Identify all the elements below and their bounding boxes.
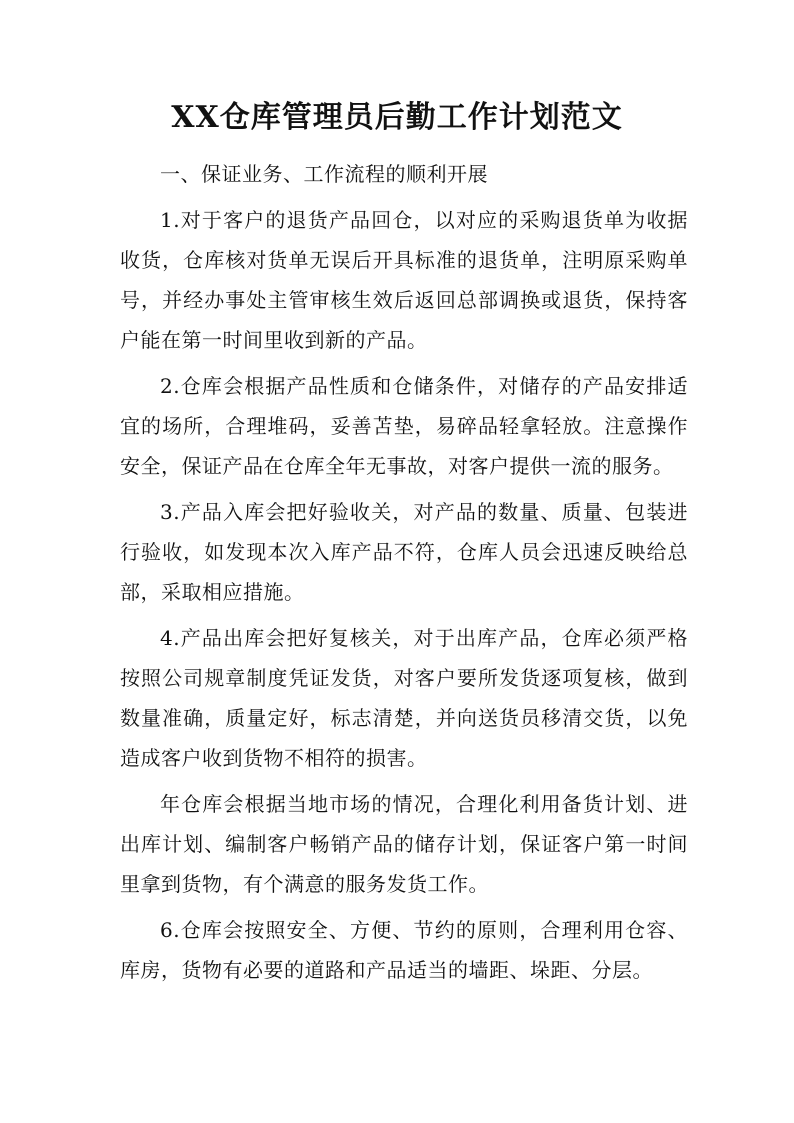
paragraph-item-2: 2.仓库会根据产品性质和仓储条件，对储存的产品安排适宜的场所，合理堆码，妥善苫垫，易碎品轻拿轻放。注意操作安全，保证产品在仓库全年无事故，对客户提供一流的服务。 — [120, 374, 688, 478]
document-title: XX仓库管理员后勤工作计划范文 — [171, 100, 623, 135]
document-body — [120, 154, 688, 990]
paragraph-item-6: 6.仓库会按照安全、方便、节约的原则，合理利用仓容、库房，货物有必要的道路和产品适当的墙距、垛距、分层。 — [120, 918, 688, 982]
section-heading: 一、保证业务、工作流程的顺利开展 — [160, 162, 488, 186]
paragraph-item-4: 4.产品出库会把好复核关，对于出库产品，仓库必须严格按照公司规章制度凭证发货，对客户要所发货逐项复核，做到数量准确，质量定好，标志清楚，并向送货员移清交货，以免造成客户收到货物不相符的损害。 — [120, 626, 688, 770]
paragraph-item-3: 3.产品入库会把好验收关，对产品的数量、质量、包装进行验收，如发现本次入库产品不符，仓库人员会迅速反映给总部，采取相应措施。 — [120, 500, 688, 604]
paragraph-item-5: 年仓库会根据当地市场的情况，合理化利用备货计划、进出库计划、编制客户畅销产品的储存计划，保证客户第一时间里拿到货物，有个满意的服务发货工作。 — [120, 792, 688, 896]
paragraph-item-1: 1.对于客户的退货产品回仓，以对应的采购退货单为收据收货，仓库核对货单无误后开具标准的退货单，注明原采购单号，并经办事处主管审核生效后返回总部调换或退货，保持客户能在第一时间里收到新的产品。 — [120, 208, 688, 352]
